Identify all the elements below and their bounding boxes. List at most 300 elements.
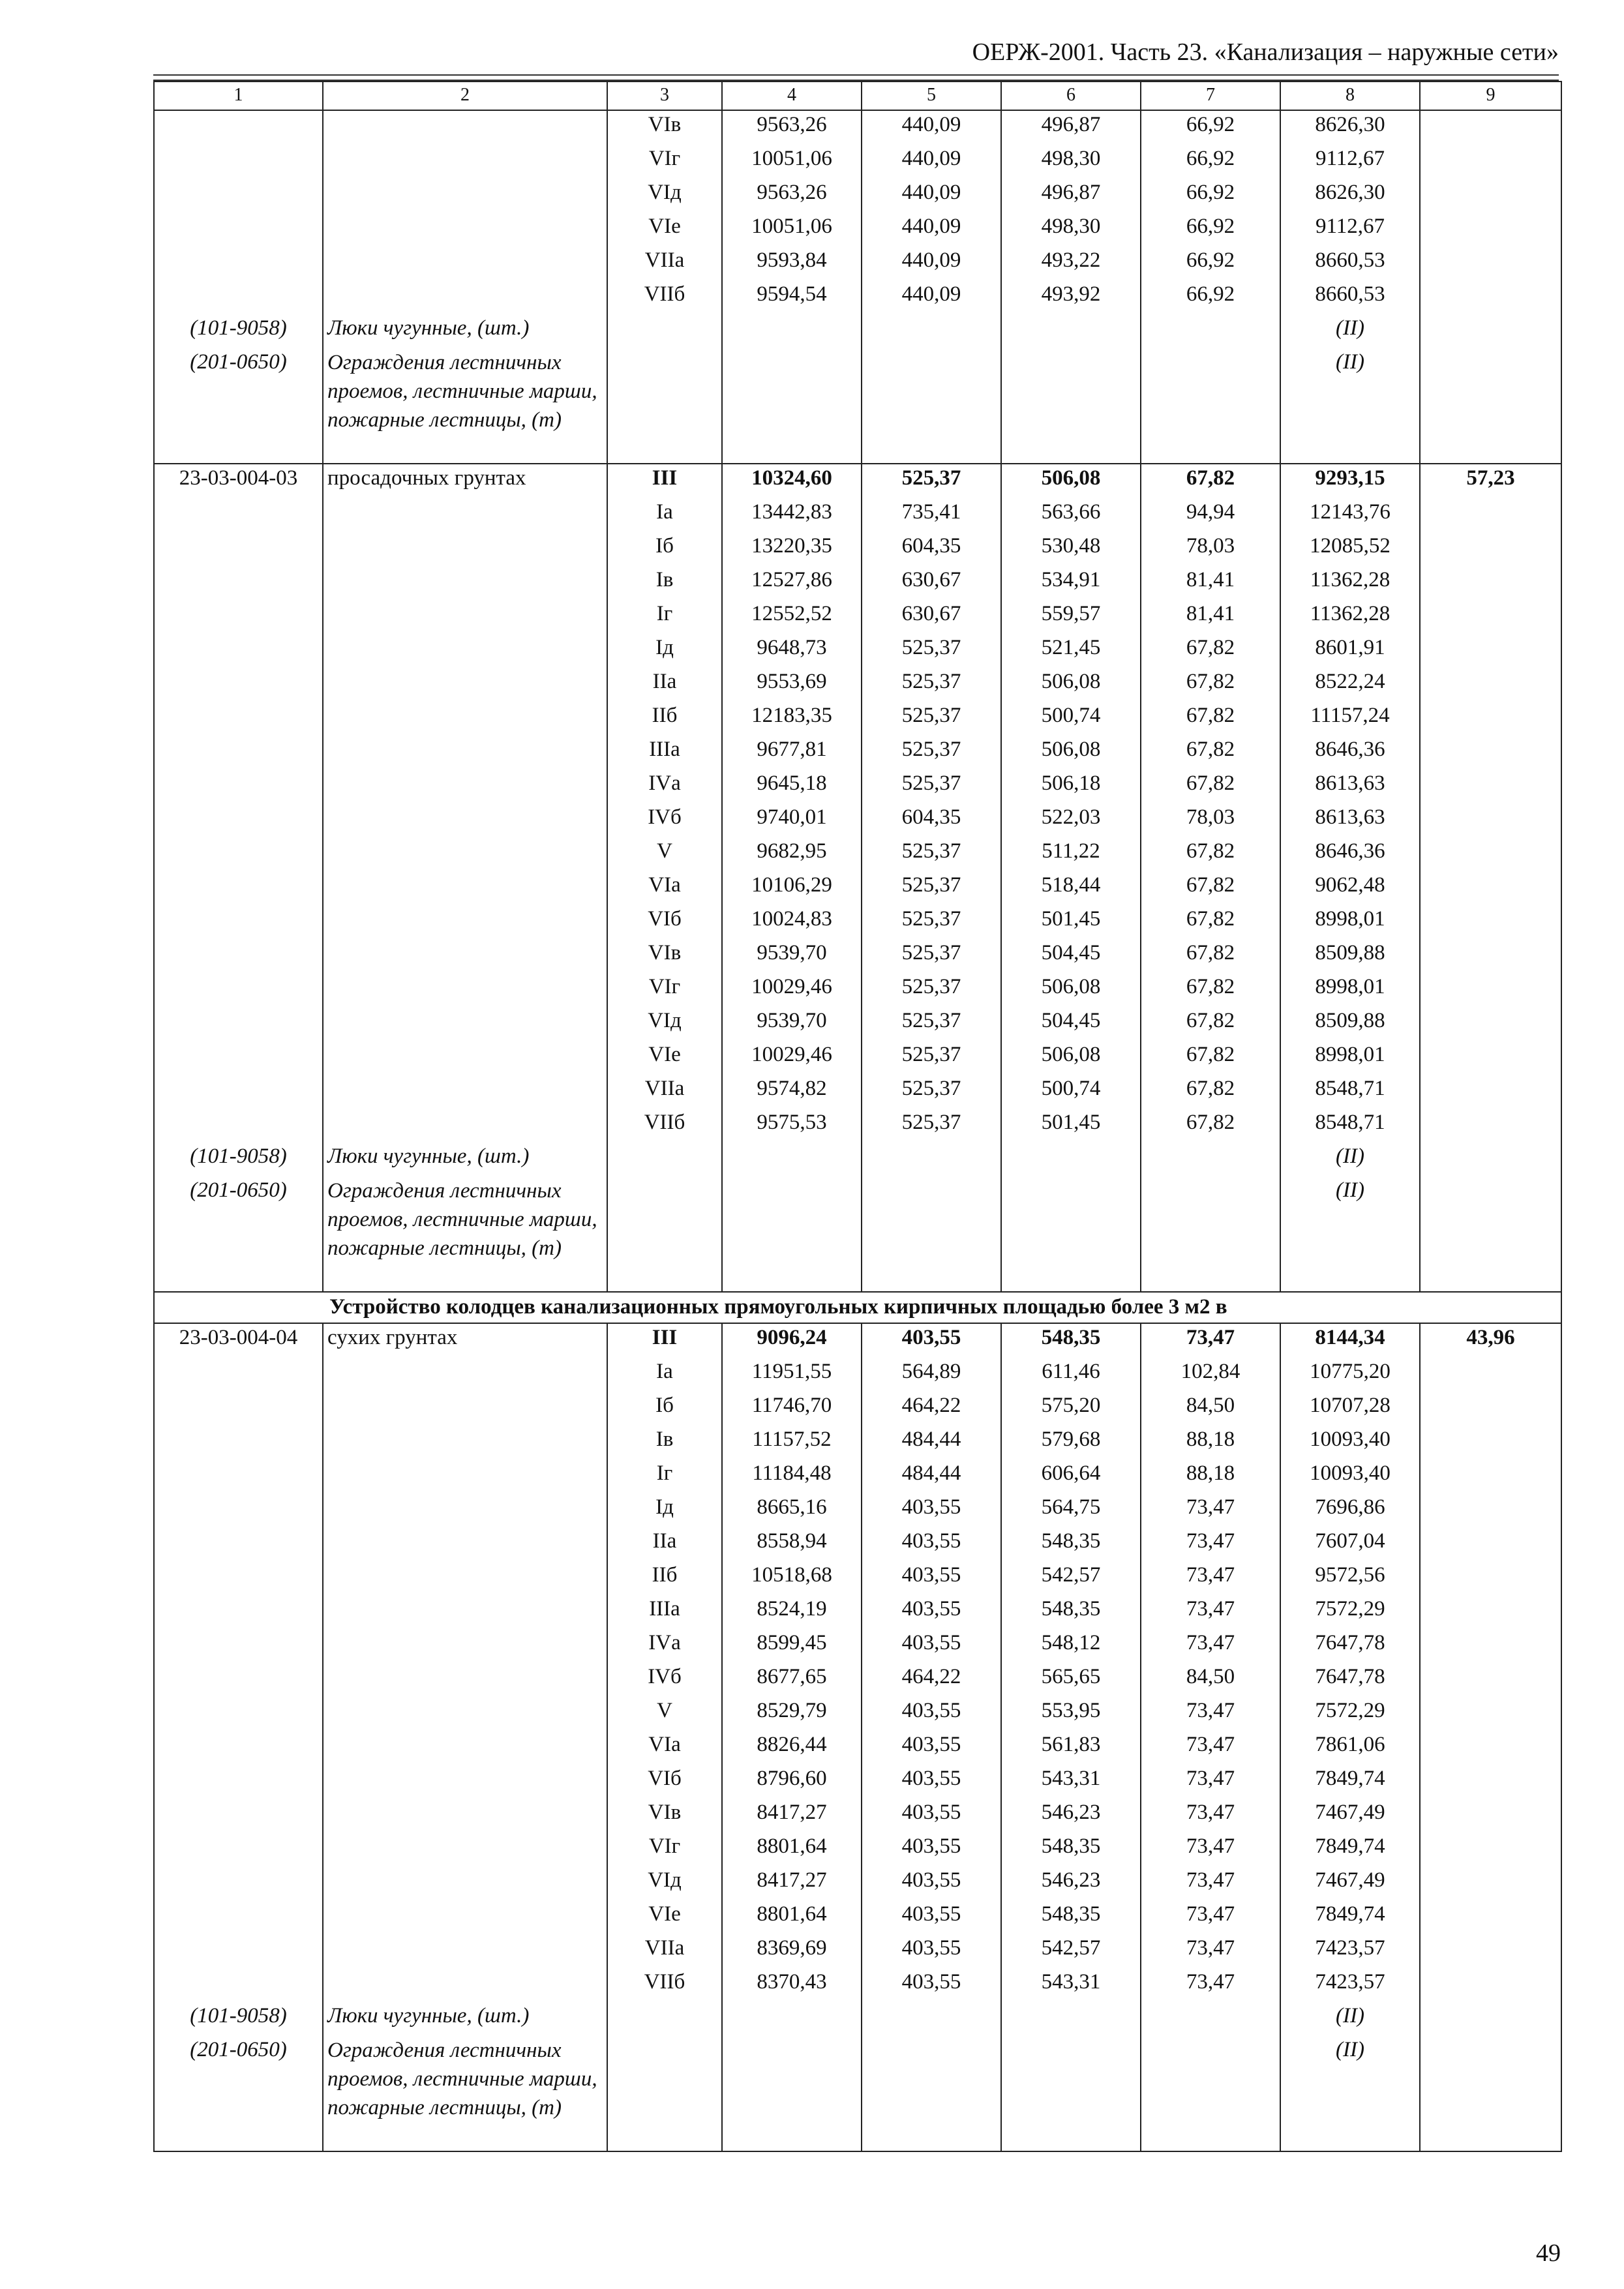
- empty-cell: [1420, 1934, 1561, 1968]
- zone-value: 440,09: [862, 145, 1001, 179]
- resource-row: [154, 2002, 1561, 2036]
- zone-row: [154, 1765, 1561, 1799]
- empty-cell: [154, 1075, 323, 1109]
- zone-value: 8509,88: [1280, 939, 1420, 973]
- empty-cell: [1141, 2002, 1280, 2036]
- zone-value: 484,44: [862, 1426, 1001, 1459]
- zone-value: 504,45: [1001, 1007, 1141, 1041]
- zone-label: IVа: [607, 1629, 722, 1663]
- empty-cell: [323, 1459, 607, 1493]
- zone-value: 8369,69: [722, 1934, 862, 1968]
- zone-row: [154, 532, 1561, 566]
- empty-cell: [323, 1392, 607, 1426]
- empty-cell: [1420, 702, 1561, 736]
- zone-value: 13220,35: [722, 532, 862, 566]
- column-number: 7: [1141, 82, 1280, 110]
- zone-value: 496,87: [1001, 179, 1141, 213]
- zone-label: VIе: [607, 1041, 722, 1075]
- empty-cell: [607, 314, 722, 348]
- zone-value: 9645,18: [722, 770, 862, 803]
- zone-label: IIIа: [607, 736, 722, 770]
- column-number: 6: [1001, 82, 1141, 110]
- empty-cell: [722, 2036, 862, 2151]
- column-number: 4: [722, 82, 862, 110]
- empty-cell: [722, 314, 862, 348]
- empty-cell: [862, 348, 1001, 464]
- resource-code: (201-0650): [154, 2036, 323, 2151]
- resource-name: Люки чугунные, (шт.): [323, 2002, 607, 2036]
- empty-cell: [1141, 348, 1280, 464]
- zone-row: [154, 634, 1561, 668]
- page-number: 49: [1536, 2239, 1561, 2267]
- empty-cell: [1420, 939, 1561, 973]
- empty-cell: [323, 736, 607, 770]
- zone-value: 8660,53: [1280, 280, 1420, 314]
- rate-value: 10324,60: [722, 464, 862, 498]
- zone-row: [154, 770, 1561, 803]
- zone-value: 9575,53: [722, 1109, 862, 1143]
- zone-value: 542,57: [1001, 1561, 1141, 1595]
- column-number: 8: [1280, 82, 1420, 110]
- resource-code: (101-9058): [154, 2002, 323, 2036]
- zone-value: 12183,35: [722, 702, 862, 736]
- empty-cell: [1420, 1799, 1561, 1833]
- zone-label: Iг: [607, 600, 722, 634]
- zone-value: 9112,67: [1280, 145, 1420, 179]
- page-header: [153, 34, 1559, 73]
- zone-value: 73,47: [1141, 1968, 1280, 2002]
- resource-value: (II): [1280, 2002, 1420, 2036]
- empty-cell: [1420, 1358, 1561, 1392]
- zone-row: [154, 110, 1561, 145]
- resource-row: [154, 2036, 1561, 2151]
- zone-value: 464,22: [862, 1392, 1001, 1426]
- empty-cell: [1420, 213, 1561, 247]
- zone-value: 403,55: [862, 1866, 1001, 1900]
- zone-value: 630,67: [862, 566, 1001, 600]
- zone-value: 10093,40: [1280, 1459, 1420, 1493]
- zone-value: 8677,65: [722, 1663, 862, 1697]
- empty-cell: [1141, 314, 1280, 348]
- zone-value: 8548,71: [1280, 1075, 1420, 1109]
- resource-code: (101-9058): [154, 314, 323, 348]
- empty-cell: [1420, 247, 1561, 280]
- zone-value: 73,47: [1141, 1561, 1280, 1595]
- empty-cell: [154, 1041, 323, 1075]
- zone-value: 73,47: [1141, 1629, 1280, 1663]
- zone-value: 9572,56: [1280, 1561, 1420, 1595]
- empty-cell: [323, 1866, 607, 1900]
- zone-row: [154, 973, 1561, 1007]
- zone-value: 403,55: [862, 1595, 1001, 1629]
- empty-cell: [862, 2036, 1001, 2151]
- zone-value: 403,55: [862, 1697, 1001, 1731]
- zone-row: [154, 1041, 1561, 1075]
- zone-value: 88,18: [1141, 1426, 1280, 1459]
- column-number: 2: [323, 82, 607, 110]
- empty-cell: [323, 1968, 607, 2002]
- zone-row: [154, 1109, 1561, 1143]
- zone-row: [154, 1968, 1561, 2002]
- zone-value: 606,64: [1001, 1459, 1141, 1493]
- zone-value: 7849,74: [1280, 1833, 1420, 1866]
- zone-row: [154, 247, 1561, 280]
- zone-label: IIа: [607, 668, 722, 702]
- zone-value: 8522,24: [1280, 668, 1420, 702]
- zone-label: Iв: [607, 566, 722, 600]
- zone-row: [154, 179, 1561, 213]
- zone-value: 548,35: [1001, 1833, 1141, 1866]
- empty-cell: [154, 1007, 323, 1041]
- zone-value: 7423,57: [1280, 1934, 1420, 1968]
- empty-cell: [1420, 110, 1561, 145]
- zone-value: 498,30: [1001, 145, 1141, 179]
- zone-value: 525,37: [862, 905, 1001, 939]
- zone-value: 12085,52: [1280, 532, 1420, 566]
- empty-cell: [1420, 1075, 1561, 1109]
- zone-label: VIв: [607, 939, 722, 973]
- empty-cell: [1141, 2036, 1280, 2151]
- zone-value: 66,92: [1141, 247, 1280, 280]
- zone-value: 7696,86: [1280, 1493, 1420, 1527]
- zone-value: 11157,24: [1280, 702, 1420, 736]
- zone-value: 440,09: [862, 247, 1001, 280]
- column-number-row: [154, 82, 1561, 110]
- zone-value: 525,37: [862, 939, 1001, 973]
- resource-row: [154, 1176, 1561, 1292]
- zone-value: 501,45: [1001, 1109, 1141, 1143]
- table-body: [154, 82, 1561, 2151]
- zone-value: 525,37: [862, 1109, 1001, 1143]
- zone-row: [154, 1459, 1561, 1493]
- zone-value: 579,68: [1001, 1426, 1141, 1459]
- zone-value: 525,37: [862, 871, 1001, 905]
- zone-label: VIIб: [607, 1968, 722, 2002]
- column-number: 5: [862, 82, 1001, 110]
- zone-value: 403,55: [862, 1900, 1001, 1934]
- zone-value: 8801,64: [722, 1833, 862, 1866]
- zone-value: 440,09: [862, 213, 1001, 247]
- zone-value: 7861,06: [1280, 1731, 1420, 1765]
- rate-value: 9096,24: [722, 1323, 862, 1358]
- zone-row: [154, 1866, 1561, 1900]
- zone-label: IIа: [607, 1527, 722, 1561]
- empty-cell: [323, 1527, 607, 1561]
- empty-cell: [1420, 2036, 1561, 2151]
- zone-value: 9563,26: [722, 179, 862, 213]
- zone-label: VIIа: [607, 247, 722, 280]
- zone-value: 506,08: [1001, 668, 1141, 702]
- empty-cell: [154, 1731, 323, 1765]
- empty-cell: [323, 532, 607, 566]
- rate-name: просадочных грунтах: [323, 464, 607, 498]
- zone-value: 8646,36: [1280, 736, 1420, 770]
- zone-value: 548,12: [1001, 1629, 1141, 1663]
- zone-label: Iд: [607, 1493, 722, 1527]
- zone-label: V: [607, 837, 722, 871]
- empty-cell: [1420, 280, 1561, 314]
- zone-row: [154, 280, 1561, 314]
- zone-value: 10106,29: [722, 871, 862, 905]
- empty-cell: [154, 1561, 323, 1595]
- empty-cell: [154, 803, 323, 837]
- zone-label: IVа: [607, 770, 722, 803]
- zone-value: 66,92: [1141, 179, 1280, 213]
- zone-value: 403,55: [862, 1968, 1001, 2002]
- zone-value: 81,41: [1141, 566, 1280, 600]
- resource-code: (201-0650): [154, 1176, 323, 1292]
- zone-row: [154, 145, 1561, 179]
- zone-value: 548,35: [1001, 1527, 1141, 1561]
- rate-value: 8144,34: [1280, 1323, 1420, 1358]
- rate-value: 67,82: [1141, 464, 1280, 498]
- zone-value: 403,55: [862, 1731, 1001, 1765]
- rate-name: сухих грунтах: [323, 1323, 607, 1358]
- empty-cell: [323, 973, 607, 1007]
- zone-row: [154, 1007, 1561, 1041]
- empty-cell: [1420, 1041, 1561, 1075]
- zone-value: 73,47: [1141, 1799, 1280, 1833]
- zone-row: [154, 1934, 1561, 1968]
- resource-value: (II): [1280, 1143, 1420, 1176]
- empty-cell: [323, 1697, 607, 1731]
- rate-value: 525,37: [862, 464, 1001, 498]
- zone-value: 10707,28: [1280, 1392, 1420, 1426]
- empty-cell: [154, 634, 323, 668]
- column-number: 9: [1420, 82, 1561, 110]
- empty-cell: [1420, 1697, 1561, 1731]
- empty-cell: [607, 2002, 722, 2036]
- empty-cell: [1141, 1176, 1280, 1292]
- zone-value: 67,82: [1141, 939, 1280, 973]
- zone-value: 73,47: [1141, 1866, 1280, 1900]
- zone-value: 493,92: [1001, 280, 1141, 314]
- zone-row: [154, 702, 1561, 736]
- zone-label: VIIа: [607, 1075, 722, 1109]
- zone-value: 525,37: [862, 668, 1001, 702]
- empty-cell: [1420, 1833, 1561, 1866]
- resource-row: [154, 1143, 1561, 1176]
- zone-row: [154, 1075, 1561, 1109]
- zone-value: 10518,68: [722, 1561, 862, 1595]
- zone-value: 8601,91: [1280, 634, 1420, 668]
- price-table: [153, 81, 1562, 2152]
- zone-value: 630,67: [862, 600, 1001, 634]
- zone-value: 546,23: [1001, 1866, 1141, 1900]
- zone-value: 94,94: [1141, 498, 1280, 532]
- resource-row: [154, 348, 1561, 464]
- empty-cell: [323, 634, 607, 668]
- zone-label: VIе: [607, 1900, 722, 1934]
- empty-cell: [1001, 348, 1141, 464]
- rate-row: [154, 464, 1561, 498]
- zone-value: 504,45: [1001, 939, 1141, 973]
- zone-value: 8417,27: [722, 1799, 862, 1833]
- zone-value: 67,82: [1141, 837, 1280, 871]
- zone-row: [154, 1595, 1561, 1629]
- empty-cell: [1420, 1663, 1561, 1697]
- zone-value: 9574,82: [722, 1075, 862, 1109]
- zone-value: 8613,63: [1280, 803, 1420, 837]
- empty-cell: [722, 2002, 862, 2036]
- zone-value: 81,41: [1141, 600, 1280, 634]
- empty-cell: [1420, 1176, 1561, 1292]
- zone-value: 484,44: [862, 1459, 1001, 1493]
- empty-cell: [323, 600, 607, 634]
- empty-cell: [154, 1900, 323, 1934]
- zone-value: 11184,48: [722, 1459, 862, 1493]
- zone-value: 8524,19: [722, 1595, 862, 1629]
- resource-name: Люки чугунные, (шт.): [323, 1143, 607, 1176]
- zone-row: [154, 1629, 1561, 1663]
- empty-cell: [607, 1143, 722, 1176]
- empty-cell: [1420, 736, 1561, 770]
- empty-cell: [154, 668, 323, 702]
- zone-value: 565,65: [1001, 1663, 1141, 1697]
- zone-value: 8826,44: [722, 1731, 862, 1765]
- zone-label: Iа: [607, 1358, 722, 1392]
- zone-value: 12143,76: [1280, 498, 1420, 532]
- zone-value: 8613,63: [1280, 770, 1420, 803]
- empty-cell: [154, 1392, 323, 1426]
- empty-cell: [154, 600, 323, 634]
- empty-cell: [862, 1143, 1001, 1176]
- empty-cell: [323, 1595, 607, 1629]
- zone-value: 73,47: [1141, 1527, 1280, 1561]
- zone-value: 84,50: [1141, 1392, 1280, 1426]
- empty-cell: [1420, 1007, 1561, 1041]
- resource-name: Ограждения лестничных проемов, лестничные марши, пожарные лестницы, (т): [323, 348, 607, 464]
- zone-value: 525,37: [862, 702, 1001, 736]
- resource-value: (II): [1280, 1176, 1420, 1292]
- rate-value: 403,55: [862, 1323, 1001, 1358]
- zone-label: VIг: [607, 145, 722, 179]
- zone-value: 498,30: [1001, 213, 1141, 247]
- zone-value: 73,47: [1141, 1765, 1280, 1799]
- zone-label: VIIа: [607, 1934, 722, 1968]
- empty-cell: [1420, 1426, 1561, 1459]
- empty-cell: [1001, 2002, 1141, 2036]
- zone-value: 67,82: [1141, 905, 1280, 939]
- zone-value: 7849,74: [1280, 1900, 1420, 1934]
- empty-cell: [1001, 1143, 1141, 1176]
- zone-row: [154, 1900, 1561, 1934]
- resource-code: (201-0650): [154, 348, 323, 464]
- zone-value: 9682,95: [722, 837, 862, 871]
- zone-value: 559,57: [1001, 600, 1141, 634]
- column-number: 1: [154, 82, 323, 110]
- zone-value: 10029,46: [722, 973, 862, 1007]
- empty-cell: [1420, 532, 1561, 566]
- empty-cell: [154, 1765, 323, 1799]
- zone-value: 530,48: [1001, 532, 1141, 566]
- zone-value: 73,47: [1141, 1697, 1280, 1731]
- zone-label: VIд: [607, 1866, 722, 1900]
- empty-cell: [154, 566, 323, 600]
- zone-row: [154, 1799, 1561, 1833]
- zone-value: 67,82: [1141, 1041, 1280, 1075]
- zone-row: [154, 1833, 1561, 1866]
- empty-cell: [323, 905, 607, 939]
- zone-value: 67,82: [1141, 668, 1280, 702]
- zone-label: Iб: [607, 1392, 722, 1426]
- zone-value: 8796,60: [722, 1765, 862, 1799]
- empty-cell: [323, 1493, 607, 1527]
- zone-label: IIIа: [607, 1595, 722, 1629]
- zone-value: 548,35: [1001, 1595, 1141, 1629]
- empty-cell: [1001, 1176, 1141, 1292]
- empty-cell: [1420, 1595, 1561, 1629]
- zone-value: 73,47: [1141, 1731, 1280, 1765]
- zone-value: 12552,52: [722, 600, 862, 634]
- column-number: 3: [607, 82, 722, 110]
- zone-value: 403,55: [862, 1799, 1001, 1833]
- zone-value: 11746,70: [722, 1392, 862, 1426]
- zone-value: 11362,28: [1280, 566, 1420, 600]
- empty-cell: [154, 1968, 323, 2002]
- empty-cell: [862, 2002, 1001, 2036]
- zone-value: 13442,83: [722, 498, 862, 532]
- zone-value: 525,37: [862, 837, 1001, 871]
- zone-value: 506,18: [1001, 770, 1141, 803]
- zone-value: 564,75: [1001, 1493, 1141, 1527]
- empty-cell: [1420, 1493, 1561, 1527]
- zone-value: 8626,30: [1280, 179, 1420, 213]
- zone-label: IIб: [607, 1561, 722, 1595]
- empty-cell: [1420, 1392, 1561, 1426]
- zone-value: 78,03: [1141, 803, 1280, 837]
- zone-label: Iб: [607, 532, 722, 566]
- empty-cell: [1420, 1561, 1561, 1595]
- zone-value: 8801,64: [722, 1900, 862, 1934]
- empty-cell: [1420, 803, 1561, 837]
- zone-row: [154, 1663, 1561, 1697]
- zone-value: 564,89: [862, 1358, 1001, 1392]
- zone-row: [154, 1697, 1561, 1731]
- resource-name: Ограждения лестничных проемов, лестничные марши, пожарные лестницы, (т): [323, 2036, 607, 2151]
- empty-cell: [1420, 1629, 1561, 1663]
- zone-label: VIб: [607, 905, 722, 939]
- zone-label: V: [607, 1697, 722, 1731]
- empty-cell: [323, 1900, 607, 1934]
- empty-cell: [154, 1697, 323, 1731]
- zone-value: 10775,20: [1280, 1358, 1420, 1392]
- zone-row: [154, 566, 1561, 600]
- zone-value: 9539,70: [722, 1007, 862, 1041]
- zone-value: 440,09: [862, 179, 1001, 213]
- zone-value: 8998,01: [1280, 973, 1420, 1007]
- zone-value: 67,82: [1141, 736, 1280, 770]
- empty-cell: [1420, 600, 1561, 634]
- empty-cell: [154, 1934, 323, 1968]
- empty-cell: [1420, 498, 1561, 532]
- zone-value: 9112,67: [1280, 213, 1420, 247]
- zone-label: VIб: [607, 1765, 722, 1799]
- resource-name: Ограждения лестничных проемов, лестничные марши, пожарные лестницы, (т): [323, 1176, 607, 1292]
- zone-value: 11951,55: [722, 1358, 862, 1392]
- rate-row: [154, 1323, 1561, 1358]
- resource-value: (II): [1280, 314, 1420, 348]
- zone-value: 611,46: [1001, 1358, 1141, 1392]
- empty-cell: [154, 280, 323, 314]
- zone-label: Iв: [607, 1426, 722, 1459]
- empty-cell: [323, 668, 607, 702]
- zone-value: 84,50: [1141, 1663, 1280, 1697]
- resource-value: (II): [1280, 348, 1420, 464]
- empty-cell: [154, 1358, 323, 1392]
- empty-cell: [1420, 1731, 1561, 1765]
- zone-value: 496,87: [1001, 110, 1141, 145]
